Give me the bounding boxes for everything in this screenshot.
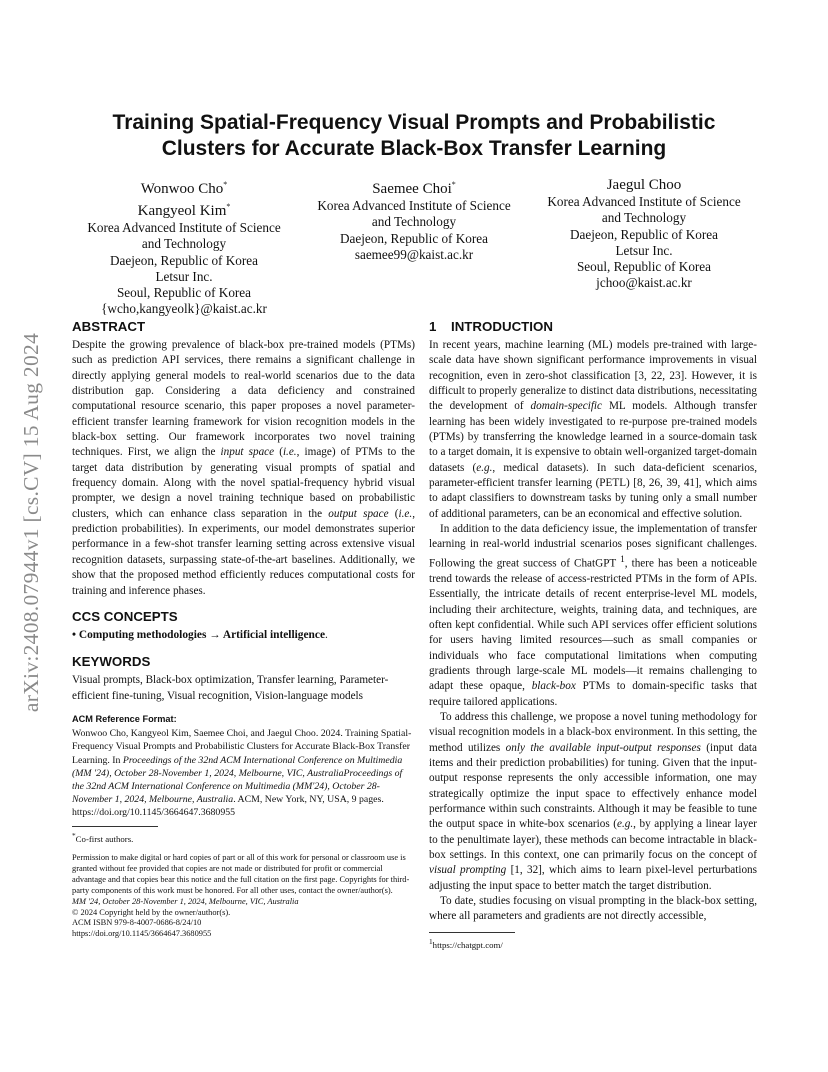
abstract-heading: ABSTRACT (72, 319, 146, 334)
intro-paragraph: In recent years, machine learning (ML) models pre-trained with large-scale data have shown significant performance improvements in visual recognition, even in zero-shot classification [3, 22, 23]. However, it is difficult to properly generalize to distinct data distributions, necessitating the development of domain-specific ML models. Although transfer learning has been widely investigated to re-purpose pre-trained models (PTMs) by transferring the knowledge learned in a source-domain task to a target domain, it is expensive to obtain well-organized target-domain datasets (e.g., medical datasets). In such data-deficient scenarios, parameter-efficient transfer learning (PETL) [8, 26, 39, 41], which aims to adapt classifiers to downstream tasks by tuning only a small number of additional parameters, can be an economical and effective solution. (429, 339, 758, 520)
author-block (72, 176, 296, 318)
introduction-heading: 1 INTRODUCTION (429, 319, 553, 334)
venue-line: MM '24, October 28-November 1, 2024, Melbourne, VIC, Australia (72, 896, 299, 906)
permission-notice: Permission to make digital or hard copies of part or all of this work for personal or classroom use is granted without fee provided that copies are not made or distributed for profit or commercial advantage and that copies bear this notice and the full citation on the first page. Copyrights for third-party components of this work must be honored. For all other uses, contact the owner/author(s). (72, 852, 410, 895)
keywords-heading: KEYWORDS (72, 654, 151, 670)
arxiv-identifier: arXiv:2408.07944v1 [cs.CV] 15 Aug 2024 (19, 332, 44, 712)
intro-paragraph: To address this challenge, we propose a novel tuning methodology for visual recognition models in a black-box environment. In this setting, the method utilizes only the available input-output responses (input data items and their prediction probabilities) for tuning. Given that the input-output response represents the only accessible information, one may strategically optimize the input space to effectively enhance model performance within such constraints. Although it may be feasible to tune the output space in white-box scenarios (e.g., by applying a linear layer to the penultimate layer), these methods can become intractable in black-box settings. In this context, one can primarily focus on the concept of visual prompting [1, 32], which aims to learn pixel-level perturbations adjusting the input space to better match the target distribution. (429, 710, 758, 892)
intro-paragraph: In addition to the data deficiency issue, the implementation of transfer learning in real-world industrial scenarios poses significant challenges. Following the great success of ChatGPT $^1$, there has been a noticeable trend towards the release of access-restricted PTMs in the form of APIs. Essentially, the intricate details of recent enterprise-level ML models, including their architecture, weights, training data, and techniques, are often kept confidential. While such API services offer efficient solutions for users having limited resources—such as small companies or individuals who face computational limitations when computing gradients through large-scale ML models—it remains challenging to adapt these opaque, black-box PTMs to domain-specific tasks that require tailored applications. (429, 523, 758, 708)
co-first-footnote: *Co-first authors. (72, 830, 134, 844)
isbn-line: ACM ISBN 979-8-4007-0686-8/24/10 (72, 918, 202, 928)
footnote-marker: 1 (620, 554, 625, 565)
ccs-heading: CCS CONCEPTS (72, 608, 178, 624)
affiliation-line: Letsur Inc. (615, 242, 673, 258)
author-email: {wcho,kangyeolk}@kaist.ac.kr (101, 301, 267, 317)
footnote-rule (429, 932, 515, 933)
affiliation-line: Korea Advanced Institute of Science (87, 220, 281, 235)
title-line: Training Spatial-Frequency Visual Prompts and Probabilistic (112, 111, 716, 134)
co-first-mark: * (226, 202, 231, 211)
affiliation-line: Seoul, Republic of Korea (576, 259, 712, 275)
affiliation-line: and Technology (141, 236, 227, 252)
paper-title (70, 110, 758, 162)
affiliation-line: Daejeon, Republic of Korea (340, 230, 488, 246)
doi-link[interactable]: https://doi.org/10.1145/3664647.3680955 (72, 929, 212, 939)
author-block (532, 176, 756, 292)
co-first-mark: * (451, 180, 456, 189)
affiliation-line: and Technology (601, 210, 687, 226)
co-first-mark: * (223, 180, 228, 189)
author-name: Wonwoo Cho (140, 181, 224, 197)
right-column (429, 318, 757, 951)
ccs-concept: • Computing methodologies → Artificial intelligence. (72, 628, 328, 641)
affiliation-line: Seoul, Republic of Korea (116, 285, 252, 301)
author-name: Jaegul Choo (606, 177, 682, 193)
affiliation-line: Korea Advanced Institute of Science (547, 194, 741, 209)
author-email: jchoo@kaist.ac.kr (596, 275, 692, 291)
acm-reference-label: ACM Reference Format: (72, 713, 177, 724)
left-column (72, 318, 415, 940)
title-line: Clusters for Accurate Black-Box Transfer Learning (161, 137, 667, 160)
affiliation-line: Daejeon, Republic of Korea (110, 252, 258, 268)
affiliation-line: Daejeon, Republic of Korea (570, 226, 718, 242)
affiliation-line: Letsur Inc. (155, 268, 213, 284)
author-name: Kangyeol Kim (137, 203, 227, 219)
copyright-line: © 2024 Copyright held by the owner/author(s). (72, 907, 231, 917)
keywords-text: Visual prompts, Black-box optimization, Transfer learning, Parameter-efficient fine-tuning, Visual recognition, Vision-language models (72, 674, 389, 702)
chatgpt-footnote: $^1$https://chatgpt.com/ (429, 936, 503, 950)
affiliation-line: Korea Advanced Institute of Science (317, 198, 511, 213)
footnote-rule (72, 826, 158, 827)
intro-paragraph: To date, studies focusing on visual prompting in the black-box setting, where all parameters and gradients are not directly accessible, (429, 895, 757, 923)
abstract-text: Despite the growing prevalence of black-box pre-trained models (PTMs) such as prediction API services, there remains a significant challenge in directly applying general models to real-world scenarios due to the data distribution gap. Considering a data deficiency and constrained computational resource scenario, this paper proposes a novel parameter-efficient transfer learning framework for vision recognition models in the black-box setting. Our framework incorporates two novel training techniques. First, we align the input space (i.e., image) of PTMs to the target data distribution by generating visual prompts of spatial and frequency domain. Along with the novel spatial-frequency hybrid visual prompter, we design a novel training technique based on probabilistic clusters, which can enhance class separation in the output space (i.e., prediction probabilities). In experiments, our model demonstrates superior performance in a few-shot transfer learning setting across extensive visual recognition datasets, surpassing state-of-the-art baselines. Additionally, we show that the proposed method efficiently reduces computational costs for training and inference phases. (72, 339, 415, 597)
affiliation-line: and Technology (371, 214, 457, 230)
author-name: Saemee Choi (372, 181, 452, 197)
acm-reference-text: Wonwoo Cho, Kangyeol Kim, Saemee Choi, and Jaegul Choo. 2024. Training Spatial-Frequency Visual Prompts and Probabilistic Clusters for Accurate Black-Box Transfer Learning. In Proceedings of the 32nd ACM International Conference on Multimedia (MM '24), October 28-November 1, 2024, Melbourne, VIC, AustraliaProceedings of the 32nd ACM International Conference on Multimedia (MM'24), October 28-November 1, 2024, Melbourne, Australia. ACM, New York, NY, USA, 9 pages. https://doi.org/10.1145/3664647.3680955 (72, 728, 412, 819)
author-email: saemee99@kaist.ac.kr (354, 246, 474, 262)
author-block (302, 176, 526, 263)
